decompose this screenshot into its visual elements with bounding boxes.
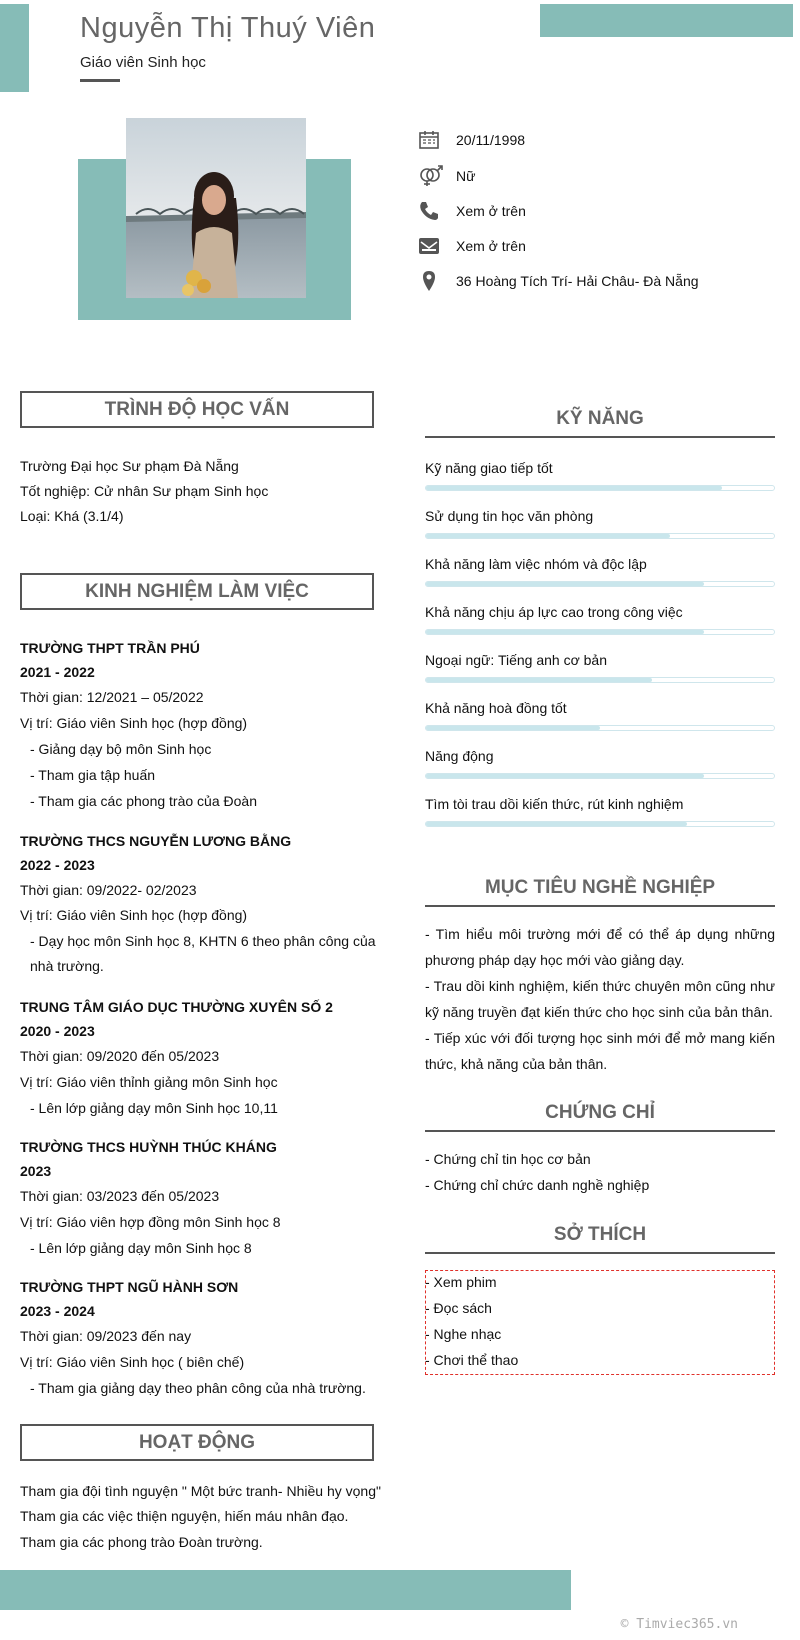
job-task: - Tham gia tập huấn [30,767,156,783]
contact-phone-text: Xem ở trên [456,203,526,219]
experience-title: KINH NGHIỆM LÀM VIỆC [20,573,374,610]
contact-gender-text: Nữ [456,168,476,184]
skill-bar-fill [426,630,704,634]
watermark: © Timviec365.vn [620,1617,738,1632]
skill-bar [425,485,775,491]
skill-label: Khả năng làm việc nhóm và độc lập [425,556,647,572]
job-position: Vị trí: Giáo viên thỉnh giảng môn Sinh học [20,1074,278,1090]
certificate-line: - Chứng chỉ tin học cơ bản [425,1151,591,1167]
contact-gender [418,165,778,189]
skill-label: Tìm tòi trau dồi kiến thức, rút kinh nghiệm [425,796,684,812]
skill-bar [425,725,775,731]
job-org: TRUNG TÂM GIÁO DỤC THƯỜNG XUYÊN SỐ 2 [20,999,333,1015]
skill-bar [425,821,775,827]
skill-bar-fill [426,774,704,778]
job-years: 2022 - 2023 [20,857,95,873]
job-time: Thời gian: 12/2021 – 05/2022 [20,689,204,705]
education-title: TRÌNH ĐỘ HỌC VẤN [20,391,374,428]
job-time: Thời gian: 09/2023 đến nay [20,1328,192,1344]
skill-bar [425,773,775,779]
job-years: 2020 - 2023 [20,1023,95,1039]
decor-bottom-bar [0,1570,571,1610]
job-time: Thời gian: 09/2020 đến 05/2023 [20,1048,220,1064]
profile-photo [126,118,306,298]
skill-label: Kỹ năng giao tiếp tốt [425,460,553,476]
job-org: TRƯỜNG THPT NGŨ HÀNH SƠN [20,1279,239,1295]
job-time: Thời gian: 09/2022- 02/2023 [20,882,197,898]
hobby-line: - Xem phim [425,1274,497,1290]
career-goal-paragraph: - Tiếp xúc với đối tượng học sinh mới để mở mang kiến thức, khả năng của bản thân. [425,1030,775,1072]
contact-email-text: Xem ở trên [456,238,526,254]
job-task: - Lên lớp giảng dạy môn Sinh học 8 [30,1240,252,1256]
email-icon [418,235,440,257]
job-task: - Tham gia giảng dạy theo phân công của nhà trường. [30,1380,366,1396]
job-org: TRƯỜNG THCS NGUYỄN LƯƠNG BẰNG [20,833,292,849]
skill-label: Năng động [425,748,494,764]
career-goal-paragraph: - Tìm hiểu môi trường mới để có thể áp dụng những phương pháp dạy học mới vào giảng dạy. [425,926,775,968]
certificate-line: - Chứng chỉ chức danh nghề nghiệp [425,1177,650,1193]
job-position: Vị trí: Giáo viên Sinh học ( biên chế) [20,1354,245,1370]
skills-title: KỸ NĂNG [425,408,775,438]
job-years: 2023 [20,1163,52,1179]
job-time: Thời gian: 03/2023 đến 05/2023 [20,1188,220,1204]
job-position: Vị trí: Giáo viên Sinh học (hợp đồng) [20,715,248,731]
contact-address [418,270,778,294]
skill-label: Khả năng hoà đồng tốt [425,700,567,716]
education-line: Trường Đại học Sư phạm Đà Nẵng [20,458,239,474]
contact-email [418,235,778,259]
hobby-line: - Đọc sách [425,1300,492,1316]
job-org: TRƯỜNG THCS HUỲNH THÚC KHÁNG [20,1139,277,1155]
contact-birthday-text: 20/11/1998 [456,132,526,148]
job-years: 2023 - 2024 [20,1303,95,1319]
job-task: - Tham gia các phong trào của Đoàn [30,793,257,809]
skill-bar-fill [426,534,670,538]
job-task: - Lên lớp giảng dạy môn Sinh học 10,11 [30,1100,278,1116]
job-position: Vị trí: Giáo viên Sinh học (hợp đồng) [20,907,248,923]
skill-bar-fill [426,678,652,682]
location-icon [418,270,440,292]
phone-icon [418,200,440,222]
skill-label: Ngoại ngữ: Tiếng anh cơ bản [425,652,608,668]
skill-label: Sử dụng tin học văn phòng [425,508,594,524]
skill-bar [425,677,775,683]
contact-birthday [418,129,778,153]
education-line: Loại: Khá (3.1/4) [20,508,124,524]
job-org: TRƯỜNG THPT TRẦN PHÚ [20,640,200,656]
calendar-icon [418,129,440,151]
job-task: - Giảng dạy bộ môn Sinh học [30,741,212,757]
hobbies-title: SỞ THÍCH [425,1224,775,1254]
skill-bar [425,581,775,587]
contact-address-text: 36 Hoàng Tích Trí- Hải Châu- Đà Nẵng [456,273,699,289]
candidate-name: Nguyễn Thị Thuý Viên [80,12,376,44]
activity-line: Tham gia các phong trào Đoàn trường. [20,1534,263,1550]
education-line: Tốt nghiệp: Cử nhân Sư phạm Sinh học [20,483,269,499]
skill-bar [425,629,775,635]
skill-bar-fill [426,822,687,826]
decor-left-block [0,4,29,92]
job-task: nhà trường. [30,958,104,974]
hobby-line: - Nghe nhạc [425,1326,502,1342]
skill-label: Khả năng chịu áp lực cao trong công việc [425,604,683,620]
contact-phone [418,200,778,224]
job-years: 2021 - 2022 [20,664,95,680]
job-position: Vị trí: Giáo viên hợp đồng môn Sinh học 8 [20,1214,281,1230]
decor-top-right-block [540,4,793,37]
hobby-line: - Chơi thể thao [425,1352,519,1368]
activity-line: Tham gia đội tình nguyện " Một bức tranh- Nhiều hy vọng" [20,1483,381,1499]
skill-bar-fill [426,726,600,730]
activity-line: Tham gia các việc thiện nguyện, hiến máu nhân đạo. [20,1508,349,1524]
career-goal-title: MỤC TIÊU NGHỀ NGHIỆP [425,877,775,907]
skill-bar-fill [426,486,722,490]
activities-title: HOẠT ĐỘNG [20,1424,374,1461]
job-task: - Dạy học môn Sinh học 8, KHTN 6 theo phân công của [30,933,376,949]
candidate-role: Giáo viên Sinh học [80,54,206,71]
skill-bar [425,533,775,539]
career-goal-paragraph: - Trau dồi kinh nghiệm, kiến thức chuyên môn cũng như kỹ năng truyền đạt kiến thức cho học sinh của bản thân. [425,978,775,1020]
certificates-title: CHỨNG CHỈ [425,1102,775,1132]
gender-icon [418,165,444,187]
role-underline [80,79,120,82]
skill-bar-fill [426,582,704,586]
